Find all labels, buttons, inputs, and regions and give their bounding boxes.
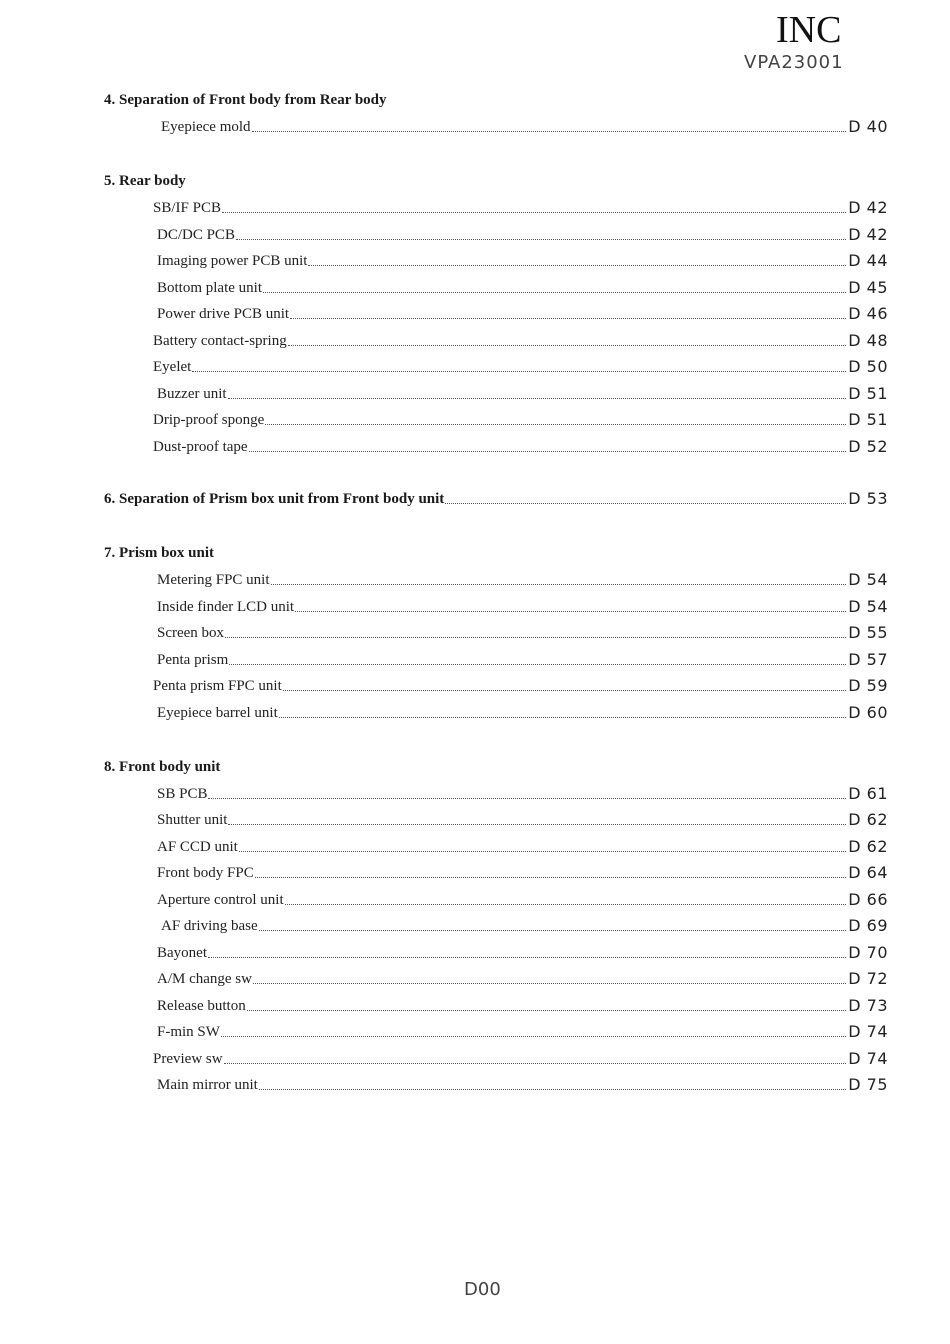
section-title: 7. Prism box unit: [104, 545, 215, 561]
leader-dots: [290, 318, 846, 319]
toc-entry[interactable]: [153, 330, 888, 350]
toc-entry-page: D 46: [848, 304, 888, 323]
toc-entry-label: Penta prism FPC unit: [153, 678, 282, 694]
leader-dots: [308, 265, 846, 266]
toc-entry-label: Preview sw: [153, 1051, 223, 1067]
toc-entry[interactable]: [157, 277, 888, 297]
toc-entry[interactable]: [153, 356, 888, 376]
leader-dots: [236, 239, 846, 240]
toc-entry-page: D 54: [848, 597, 888, 616]
section-title: 5. Rear body: [104, 173, 186, 189]
section-title: 8. Front body unit: [104, 759, 221, 775]
toc-entry[interactable]: [153, 1048, 888, 1068]
doc-code-clip: [740, 52, 860, 73]
toc-entry[interactable]: [161, 915, 888, 935]
toc-entry-page: D 52: [848, 437, 888, 456]
toc-entry-page: D 66: [848, 890, 888, 909]
leader-dots: [252, 131, 847, 132]
leader-dots: [445, 503, 846, 504]
leader-dots: [221, 1036, 846, 1037]
leader-dots: [259, 1089, 846, 1090]
toc-entry[interactable]: [153, 436, 888, 456]
toc-entry-label: Front body FPC: [157, 865, 254, 881]
toc-entry-label: Shutter unit: [157, 812, 228, 828]
toc-entry-page: D 60: [848, 703, 888, 722]
toc-entry-page: D 57: [848, 650, 888, 669]
leader-dots: [229, 664, 846, 665]
toc-entry-page: D 51: [848, 384, 888, 403]
leader-dots: [208, 957, 846, 958]
section-title: 6. Separation of Prism box unit from Front body unit: [104, 491, 445, 507]
leader-dots: [283, 690, 846, 691]
toc-entry-page: D 75: [848, 1075, 888, 1094]
toc-entry[interactable]: [157, 836, 888, 856]
page-number: D00: [464, 1279, 501, 1300]
toc-entry[interactable]: [157, 303, 888, 323]
toc-entry-label: A/M change sw: [157, 971, 252, 987]
leader-dots: [225, 637, 846, 638]
toc-entry-label: Release button: [157, 998, 246, 1014]
toc-entry[interactable]: [153, 409, 888, 429]
leader-dots: [259, 930, 847, 931]
toc-entry[interactable]: [157, 622, 888, 642]
toc-entry-label: AF driving base: [161, 918, 258, 934]
toc-entry-label: Aperture control unit: [157, 892, 284, 908]
leader-dots: [285, 904, 847, 905]
toc-entry[interactable]: [153, 675, 888, 695]
toc-entry-label: SB/IF PCB: [153, 200, 221, 216]
toc-entry-page: D 62: [848, 837, 888, 856]
leader-dots: [247, 1010, 847, 1011]
toc-entry-page: D 54: [848, 570, 888, 589]
toc-entry[interactable]: [157, 783, 888, 803]
leader-dots: [228, 824, 846, 825]
toc-entry-label: AF CCD unit: [157, 839, 238, 855]
toc-entry-label: Battery contact-spring: [153, 333, 287, 349]
doc-code: VPA23001: [744, 52, 844, 73]
toc-entry-page: D 48: [848, 331, 888, 350]
toc-entry[interactable]: [157, 224, 888, 244]
toc-entry[interactable]: [157, 569, 888, 589]
toc-entry-label: Eyepiece mold: [161, 119, 251, 135]
toc-entry-page: D 45: [848, 278, 888, 297]
toc-entry-page: D 72: [848, 969, 888, 988]
toc-entry-page: D 74: [848, 1022, 888, 1041]
toc-entry-page: D 61: [848, 784, 888, 803]
toc-entry[interactable]: [161, 116, 888, 136]
toc-entry-page: D 73: [848, 996, 888, 1015]
toc-entry[interactable]: [157, 596, 888, 616]
leader-dots: [253, 983, 846, 984]
toc-entry-page: D 69: [848, 916, 888, 935]
toc-entry-page: D 50: [848, 357, 888, 376]
toc-entry[interactable]: [157, 809, 888, 829]
leader-dots: [255, 877, 847, 878]
toc-entry-label: Main mirror unit: [157, 1077, 258, 1093]
toc-entry-label: SB PCB: [157, 786, 208, 802]
company-name: INC: [776, 9, 842, 51]
toc-entry-page: D 51: [848, 410, 888, 429]
leader-dots: [265, 424, 846, 425]
leader-dots: [192, 371, 846, 372]
toc-entry-page: D 42: [848, 198, 888, 217]
leader-dots: [208, 798, 846, 799]
leader-dots: [288, 345, 847, 346]
toc-entry[interactable]: [104, 488, 888, 508]
toc-entry-page: D 64: [848, 863, 888, 882]
toc-entry-label: DC/DC PCB: [157, 227, 235, 243]
leader-dots: [222, 212, 846, 213]
toc-entry[interactable]: [157, 889, 888, 909]
leader-dots: [263, 292, 846, 293]
toc-entry-page: D 70: [848, 943, 888, 962]
toc-entry-page: D 55: [848, 623, 888, 642]
toc-entry[interactable]: [153, 197, 888, 217]
section-title: 4. Separation of Front body from Rear body: [104, 92, 387, 108]
toc-entry-label: Buzzer unit: [157, 386, 227, 402]
toc-entry-label: Metering FPC unit: [157, 572, 270, 588]
toc-entry-label: Dust-proof tape: [153, 439, 248, 455]
leader-dots: [224, 1063, 847, 1064]
leader-dots: [271, 584, 847, 585]
toc-entry[interactable]: [157, 383, 888, 403]
leader-dots: [249, 451, 847, 452]
toc-entry-label: Drip-proof sponge: [153, 412, 265, 428]
toc-entry[interactable]: [157, 702, 888, 722]
toc-entry-page: D 42: [848, 225, 888, 244]
leader-dots: [279, 717, 846, 718]
toc-entry-page: D 59: [848, 676, 888, 695]
toc-entry-page: D 53: [848, 489, 888, 508]
toc-entry[interactable]: [157, 995, 888, 1015]
toc-entry[interactable]: [157, 862, 888, 882]
toc-entry-label: Penta prism: [157, 652, 229, 668]
toc-entry[interactable]: [157, 250, 888, 270]
toc-entry-label: F-min SW: [157, 1024, 220, 1040]
toc-entry-label: Inside finder LCD unit: [157, 599, 295, 615]
toc-entry-page: D 44: [848, 251, 888, 270]
leader-dots: [228, 398, 847, 399]
toc-entry-label: Eyelet: [153, 359, 192, 375]
toc-entry-page: D 74: [848, 1049, 888, 1068]
toc-entry[interactable]: [157, 942, 888, 962]
toc-entry-label: Bottom plate unit: [157, 280, 262, 296]
toc-entry[interactable]: [157, 968, 888, 988]
toc-entry[interactable]: [157, 1074, 888, 1094]
toc-entry-label: Imaging power PCB unit: [157, 253, 308, 269]
page-number-clip: [440, 1276, 520, 1300]
toc-entry[interactable]: [157, 1021, 888, 1041]
toc-entry-page: D 40: [848, 117, 888, 136]
toc-entry[interactable]: [157, 649, 888, 669]
toc-entry-label: Power drive PCB unit: [157, 306, 290, 322]
leader-dots: [239, 851, 846, 852]
toc-entry-label: Bayonet: [157, 945, 207, 961]
toc-entry-label: Screen box: [157, 625, 225, 641]
leader-dots: [295, 611, 846, 612]
toc-entry-page: D 62: [848, 810, 888, 829]
toc-entry-label: Eyepiece barrel unit: [157, 705, 278, 721]
